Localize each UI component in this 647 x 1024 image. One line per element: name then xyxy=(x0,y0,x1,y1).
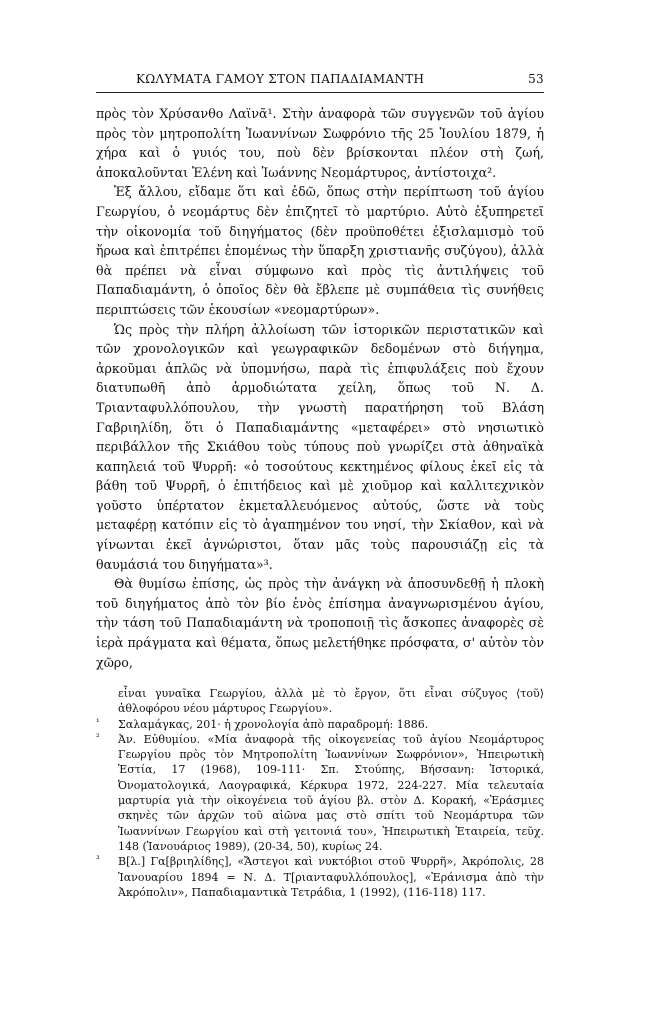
footnote-text: Β[λ.] Γα[βριηλίδης], «Ἄστεγοι καὶ νυκτόβιοι στοῦ Ψυρρῆ», Ἀκρόπολις, 28 Ἰανουαρίου 1894 = Ν. Δ. Τ[ριανταφυλλόπουλος], «Ἐράνισμα ἀπὸ τὴν Ἀκρόπολιν», Παπαδιαμαντικὰ Τετράδια, 1 (1992), (116-118) 117. xyxy=(118,855,544,899)
paragraph: Ἐξ ἄλλου, εἴδαμε ὅτι καὶ ἐδῶ, ὅπως στὴν περίπτωση τοῦ ἁγίου Γεωργίου, ὁ νεομάρτυς δὲν ἐπιζητεῖ τὸ μαρτύριο. Αὐτὸ ἐξυπηρετεῖ τὴν οἰκονομία τοῦ διηγήματος (δὲν προϋποθέτει ἐξισλαμισμὸ τοῦ ἥρωα καὶ ἐπιτρέπει ἑπομένως τὴν ὕπαρξη χριστιανῆς συζύγου), ἀλλὰ θὰ πρέπει νὰ εἶναι σύμφωνο καὶ πρὸς τὶς ἀντιλήψεις τοῦ Παπαδιαμάντη, ὁ ὁποῖος δὲν θὰ ἔβλεπε μὲ συμπάθεια τὶς συνήθεις περιπτώσεις τῶν ἑκουσίων «νεομαρτύρων». xyxy=(96,184,544,317)
footnote-mark: ² xyxy=(96,732,100,743)
paragraph: Ὡς πρὸς τὴν πλήρη ἀλλοίωση τῶν ἱστορικῶν περιστατικῶν καὶ τῶν χρονολογικῶν καὶ γεωγραφικῶν δεδομένων στὸ διήγημα, ἀρκοῦμαι ἁπλῶς νὰ ὑπομνήσω, παρὰ τὶς ἐπιφυλάξεις ποὺ ἔχουν διατυπωθῆ ἀπὸ ἁρμοδιώτατα χείλη, ὅπως τοῦ Ν. Δ. Τριανταφυλλόπουλου, τὴν γνωστὴ παρατήρηση τοῦ Βλάση Γαβριηλίδη, ὅτι ὁ Παπαδιαμάντης «μεταφέρει» στὸ νησιωτικὸ περιβάλλον τῆς Σκιάθου τοὺς τύπους ποὺ γνωρίζει στὰ ἀθηναϊκὰ καπηλειά τοῦ Ψυρρῆ: «ὁ τοσούτους κεκτημένος φίλους ἐκεῖ εἰς τὰ βάθη τοῦ Ψυρρῆ, ὁ ἐπιτήδειος καὶ μὲ χιοῦμορ καὶ καλλιτεχνικὸν γοῦστο ὑπέρτατον ἐκμεταλλευόμενος αὐτούς, ὥστε νὰ τοὺς μεταφέρῃ κατόπιν εἰς τὸ ἀγαπημένον του νησί, τὴν Σκίαθον, καὶ νὰ γίνωνται ἐκεῖ ἀγνώριστοι, ὅταν μᾶς τοὺς παρουσιάζῃ εἰς τὰ θαυμάσιά του διηγήματα»³. xyxy=(96,321,544,572)
footnote-mark: ¹ xyxy=(96,717,100,728)
paragraph: Θὰ θυμίσω ἐπίσης, ὡς πρὸς τὴν ἀνάγκη νὰ ἀποσυνδεθῇ ἡ πλοκὴ τοῦ διηγήματος ἀπὸ τὸν βίο ἑνὸς ἐπίσημα ἀναγνωρισμένου ἁγίου, τὴν τάση τοῦ Παπαδιαμάντη νὰ τροποποιῇ τὶς ἄσκοπες ἀναφορὲς σὲ ἱερὰ πράγματα καὶ θέματα, ὅπως μελετήθηκε πρόσφατα, σ' αὐτὸν τὸν χῶρο, xyxy=(96,576,544,670)
footnotes xyxy=(96,686,544,900)
main-text xyxy=(96,104,544,672)
footnote xyxy=(96,732,544,854)
footnote-mark: ³ xyxy=(96,855,100,866)
paragraph: πρὸς τὸν Χρύσανθο Λαϊνᾶ¹. Στὴν ἀναφορὰ τῶν συγγενῶν τοῦ ἁγίου πρὸς τὸν μητροπολίτη Ἰωαννίνων Σωφρόνιο τῆς 25 Ἰουλίου 1879, ἡ χήρα καὶ ὁ γυιός του, ποὺ δὲν βρίσκονται πλέον στὴ ζωή, ἀποκαλοῦνται Ἑλένη καὶ Ἰωάννης Νεομάρτυρος, ἀντίστοιχα². xyxy=(96,106,544,180)
page-number: 53 xyxy=(528,72,544,86)
footnote-text: Σαλαμάγκας, 201· ἡ χρονολογία ἀπὸ παραδρομή: 1886. xyxy=(118,717,429,731)
running-title: ΚΩΛΥΜΑΤΑ ΓΑΜΟΥ ΣΤΟΝ ΠΑΠΑΔΙΑΜΑΝΤΗ xyxy=(136,72,425,86)
footnote xyxy=(96,717,544,732)
footnote xyxy=(96,854,544,900)
footnote-continuation: εἶναι γυναῖκα Γεωργίου, ἀλλὰ μὲ τὸ ἔργον, ὅτι εἶναι σύζυγος ⟨τοῦ⟩ ἀθλοφόρου νέου μάρτυρος Γεωργίου». xyxy=(118,687,544,716)
header-rule xyxy=(96,92,544,93)
footnote-text: Ἀν. Εὐθυμίου. «Μία ἀναφορὰ τῆς οἰκογενείας τοῦ ἁγίου Νεομάρτυρος Γεωργίου πρὸς τὸν Μητροπολίτη Ἰωαννίνων Σωφρόνιον», Ἠπειρωτικὴ Ἑστία, 17 (1968), 109-111· Σπ. Στούπης, Βήσσανη: Ἱστορικά, Ὀνοματολογικά, Λαογραφικά, Κέρκυρα 1972, 224-227. Μία τελευταία μαρτυρία γιὰ τὴν οἰκογένεια τοῦ ἁγίου βλ. στὸν Δ. Κορακή, «Ἐράσμιες σκηνὲς τῶν ἀρχῶν τοῦ αἰῶνα μας στὸ σπίτι τοῦ Νεομάρτυρα τῶν Ἰωαννίνων Γεωργίου καὶ στὴ γειτονιά του», Ἠπειρωτικὴ Ἑταιρεία, τεῦχ. 148 (Ἰανουάριος 1989), (20-34, 50), κυρίως 24. xyxy=(118,732,544,853)
